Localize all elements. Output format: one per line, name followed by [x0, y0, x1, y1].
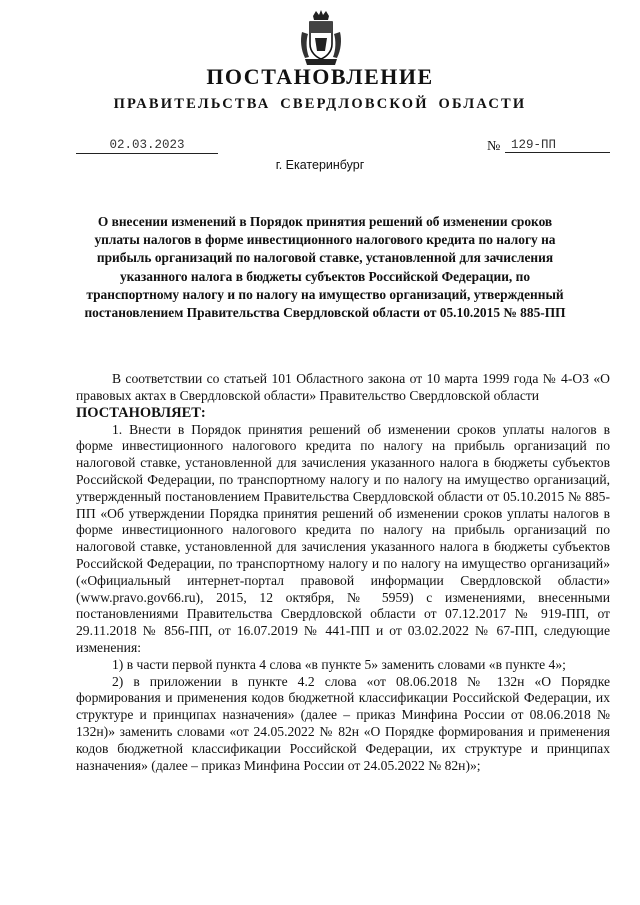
- document-body: [76, 371, 610, 774]
- city-line: г. Екатеринбург: [275, 158, 365, 172]
- subitem-2-paragraph: 2) в приложении в пункте 4.2 слова «от 08.06.2018 № 132н «О Порядке формирования и применения кодов бюджетной классификации Российской Федерации, их структуре и принципах назначения» (далее – приказ Минфина России от 08.06.2018 № 132н)» заменить словами «от 24.05.2022 № 82н «О Порядке формирования и применения кодов бюджетной классификации Российской Федерации, их структуре и принципах назначения» (далее – приказ Минфина России от 24.05.2022 № 82н)»;: [76, 673, 610, 773]
- document-number: 129-ПП: [505, 137, 610, 153]
- decree-word: ПОСТАНОВЛЯЕТ:: [76, 404, 206, 421]
- preamble-paragraph: В соответствии со статьей 101 Областного закона от 10 марта 1999 года № 4-ОЗ «О правовых актах в Свердловской области» Правительство Свердловской области: [76, 371, 610, 403]
- item-1-paragraph: 1. Внести в Порядок принятия решений об изменении сроков уплаты налогов в форме инвестиционного налогового кредита по налогу на прибыль организаций по налоговой ставке, установленной для зачисления указанного налога в бюджеты субъектов Российской Федерации, по транспортному налогу и по налогу на имущество организаций, утвержденный постановлением Правительства Свердловской области от 05.10.2015 № 885-ПП «Об утверждении Порядка принятия решений об изменении сроков уплаты налогов в форме инвестиционного налогового кредита по налогу на прибыль организаций по налоговой ставке, установленной для зачисления указанного налога в бюджеты субъектов Российской Федерации, по транспортному налогу и по налогу на имущество организаций» («Официальный интернет-портал правовой информации Свердловской области» (www.pravo.gov66.ru), 2015, 12 октября, № 5959) с изменениями, внесенными постановлениями Правительства Свердловской области от 07.12.2017 № 919-ПП, от 29.11.2018 № 856-ПП, от 16.07.2019 № 441-ПП и от 03.02.2022 № 67-ПП, следующие изменения:: [76, 421, 610, 655]
- document-date: 02.03.2023: [76, 137, 218, 154]
- document-heading: О внесении изменений в Порядок принятия решений об изменении сроков уплаты налогов в форме инвестиционного налогового кредита по налогу на прибыль организаций по налоговой ставке, установленной для зачисления указанного налога в бюджеты субъектов Российской Федерации, по транспортному налогу и по налогу на имущество организаций, утвержденный постановлением Правительства Свердловской области от 05.10.2015 № 885-ПП: [84, 214, 566, 321]
- number-sign: №: [487, 139, 501, 154]
- subitem-1-paragraph: 1) в части первой пункта 4 слова «в пункте 5» заменить словами «в пункте 4»;: [112, 656, 566, 672]
- coat-of-arms-emblem: [299, 10, 343, 66]
- issuing-authority: ПРАВИТЕЛЬСТВА СВЕРДЛОВСКОЙ ОБЛАСТИ: [113, 96, 527, 112]
- document-type-title: ПОСТАНОВЛЕНИЕ: [206, 64, 434, 89]
